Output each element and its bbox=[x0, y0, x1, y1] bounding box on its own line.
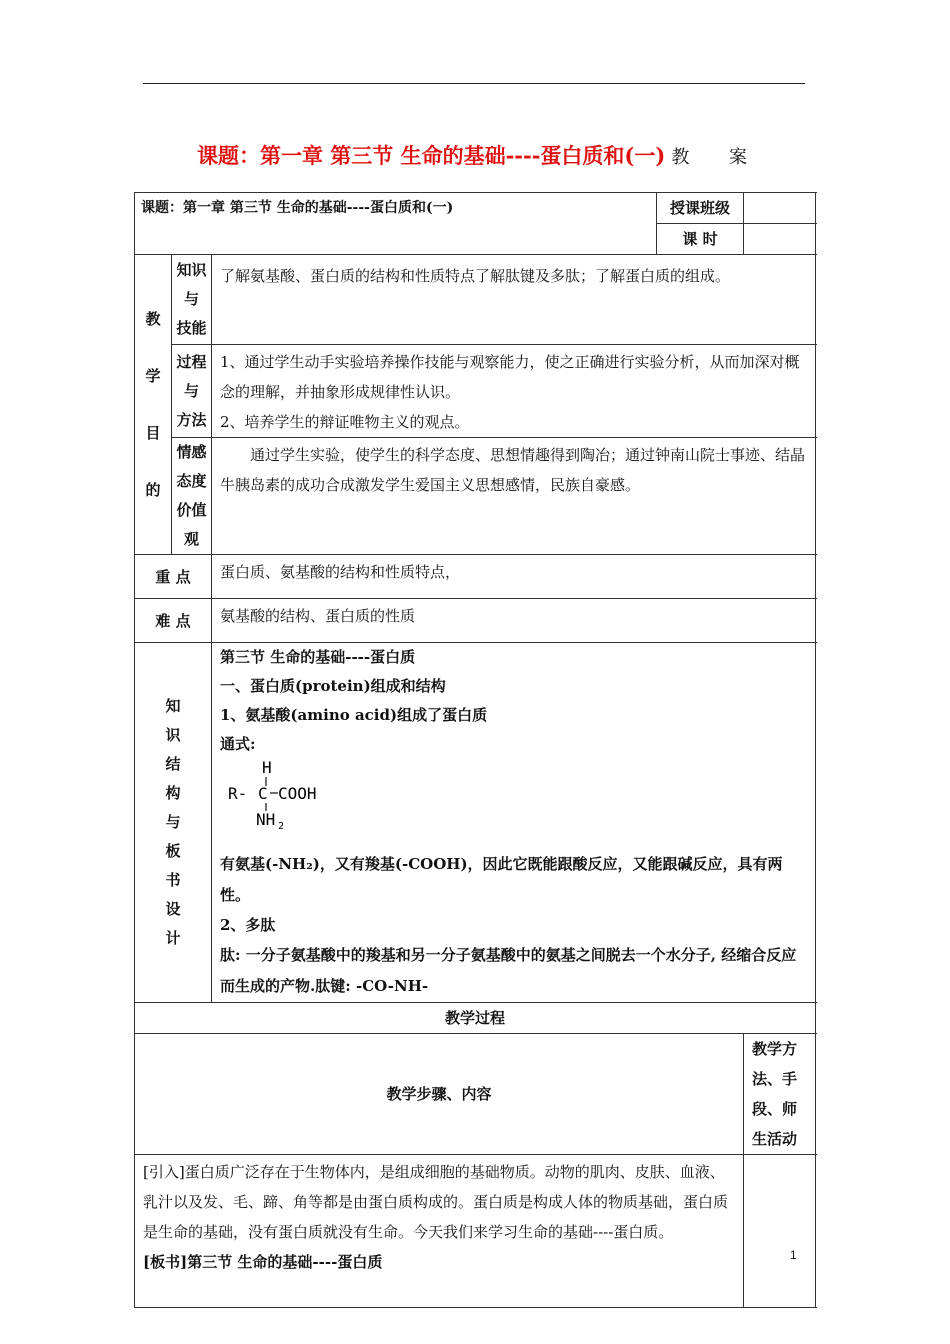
label-line: 知识 bbox=[176, 261, 207, 279]
objectives-char: 教 bbox=[145, 309, 161, 328]
lesson-plan-table bbox=[134, 192, 816, 1308]
period-label: 课 时 bbox=[657, 224, 744, 255]
objective-label-process bbox=[172, 345, 212, 438]
formula-cooh: COOH bbox=[278, 784, 317, 803]
class-label: 授课班级 bbox=[657, 193, 744, 224]
steps-header: 教学步骤、内容 bbox=[135, 1034, 744, 1155]
formula-c: C bbox=[258, 784, 268, 803]
document-title bbox=[0, 140, 950, 170]
intro-methods-cell bbox=[744, 1155, 816, 1308]
board-design-content bbox=[212, 643, 816, 1003]
board-note-text: [板书]第三节 生命的基础----蛋白质 bbox=[143, 1253, 383, 1271]
period-value bbox=[744, 224, 816, 255]
class-value bbox=[744, 193, 816, 224]
key-point-content: 蛋白质、氨基酸的结构和性质特点， bbox=[212, 555, 816, 599]
intro-content bbox=[135, 1155, 744, 1308]
label-line: 方法 bbox=[176, 410, 207, 429]
label-line: 态度 bbox=[176, 472, 207, 490]
objective-content-process bbox=[212, 345, 816, 438]
board-label-char: 结 bbox=[165, 755, 181, 773]
difficulty-content: 氨基酸的结构、蛋白质的性质 bbox=[212, 599, 816, 643]
label-line: 过程 bbox=[176, 352, 207, 371]
objective-text: 了解氨基酸、蛋白质的结构和性质特点了解肽键及多肽；了解蛋白质的组成。 bbox=[220, 267, 731, 285]
objective-content-knowledge bbox=[212, 255, 816, 345]
board-label-char: 构 bbox=[165, 784, 181, 802]
objectives-char: 学 bbox=[145, 366, 161, 385]
formula-r: R- bbox=[228, 784, 248, 803]
objectives-char: 的 bbox=[145, 480, 161, 499]
label-line: 价值观 bbox=[176, 501, 207, 548]
board-label-char: 知 bbox=[165, 697, 181, 715]
difficulty-label: 难 点 bbox=[135, 599, 212, 643]
label-line: 技能 bbox=[176, 319, 207, 337]
objective-label-knowledge bbox=[172, 255, 212, 345]
intro-text: [引入]蛋白质广泛存在于生物体内，是组成细胞的基础物质。动物的肌肉、皮肤、血液、乳汁以及发、毛、蹄、角等都是由蛋白质构成的。蛋白质是构成人体的物质基础，蛋白质是生命的基础，没有蛋白质就没有生命。今天我们来学习生命的基础----蛋白质。 bbox=[143, 1163, 729, 1241]
header-rule bbox=[143, 83, 805, 84]
formula-nh: NH bbox=[256, 810, 276, 829]
amino-acid-formula bbox=[220, 759, 807, 849]
objective-content-emotion bbox=[212, 438, 816, 555]
objective-text: 1、通过学生动手实验培养操作技能与观察能力，使之正确进行实验分析，从而加深对概念的理解，并抽象形成规律性认识。 bbox=[220, 353, 800, 401]
methods-header: 教学方法、手段、师生活动 bbox=[744, 1034, 816, 1155]
page-number: 1 bbox=[790, 1248, 797, 1262]
label-line: 与 bbox=[183, 381, 199, 400]
board-design-label bbox=[135, 643, 212, 1003]
objective-text: 2、培养学生的辩证唯物主义的观点。 bbox=[220, 413, 470, 431]
board-line: 2、多肽 bbox=[220, 916, 276, 934]
title-suffix: 教 案 bbox=[671, 147, 754, 168]
topic-text: 课题：第一章 第三节 生命的基础----蛋白质和(一) bbox=[141, 200, 454, 216]
board-line: 通式: bbox=[220, 735, 256, 753]
board-label-char: 计 bbox=[165, 929, 181, 947]
board-line: 1、氨基酸(amino acid)组成了蛋白质 bbox=[220, 706, 488, 724]
label-line: 情感 bbox=[176, 443, 207, 461]
structural-formula-svg bbox=[220, 759, 360, 839]
label-line: 与 bbox=[183, 290, 199, 308]
formula-sub: 2 bbox=[278, 821, 285, 832]
board-label-char: 板 bbox=[165, 842, 181, 860]
objectives-label bbox=[135, 255, 172, 555]
board-label-char: 书 bbox=[165, 871, 181, 889]
board-line: 第三节 生命的基础----蛋白质 bbox=[220, 648, 416, 666]
title-text: 课题：第一章 第三节 生命的基础----蛋白质和(一) bbox=[196, 143, 666, 168]
topic-cell bbox=[135, 193, 657, 255]
board-label-char: 识 bbox=[165, 726, 181, 744]
board-line: 一、蛋白质(protein)组成和结构 bbox=[220, 677, 446, 695]
objectives-char: 目 bbox=[145, 423, 161, 442]
board-line: 肽: 一分子氨基酸中的羧基和另一分子氨基酸中的氨基之间脱去一个水分子, 经缩合反应而生成的产物.肽键: -CO-NH- bbox=[220, 946, 797, 995]
objective-label-emotion bbox=[172, 438, 212, 555]
board-label-char: 与 bbox=[165, 813, 181, 831]
board-label-char: 设 bbox=[165, 900, 181, 918]
objective-text: 通过学生实验，使学生的科学态度、思想情趣得到陶冶；通过钟南山院士事迹、结晶牛胰岛素的成功合成激发学生爱国主义思想感情，民族自豪感。 bbox=[220, 446, 806, 494]
formula-h: H bbox=[262, 759, 272, 777]
process-header: 教学过程 bbox=[135, 1003, 816, 1034]
board-line: 有氨基(-NH₂)，又有羧基(-COOH)，因此它既能跟酸反应，又能跟碱反应，具有两性。 bbox=[220, 855, 783, 904]
key-point-label: 重 点 bbox=[135, 555, 212, 599]
